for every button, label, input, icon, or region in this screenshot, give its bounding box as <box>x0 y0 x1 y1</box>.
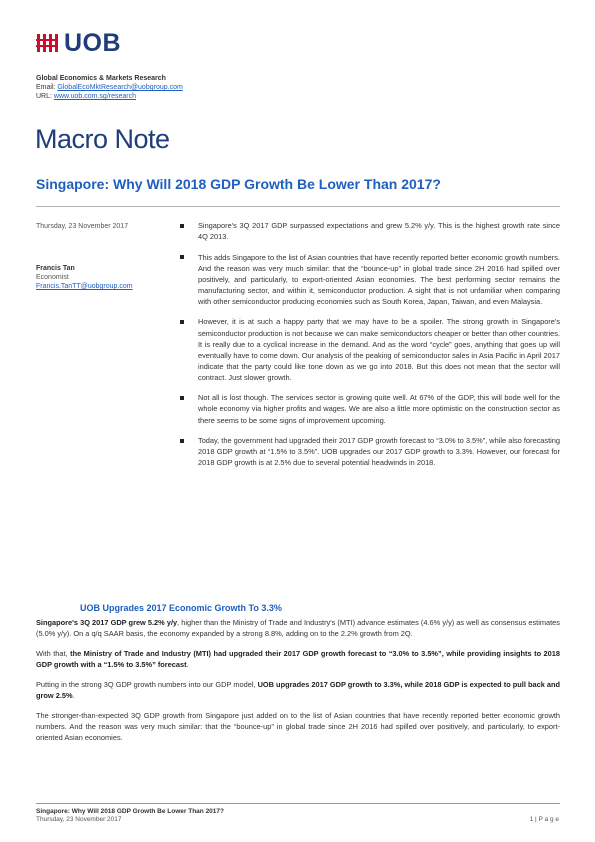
text: . <box>72 690 75 700</box>
page-number: 1 | P a g e <box>529 816 559 823</box>
author-name: Francis Tan <box>36 265 75 272</box>
text: Putting in the strong 3Q GDP growth numbers into our GDP model, <box>36 679 258 689</box>
uob-logo <box>36 30 121 56</box>
paragraph <box>36 648 560 670</box>
author-block <box>36 264 133 291</box>
url-label: URL: <box>36 93 54 100</box>
bold-text: Singapore's 3Q 2017 GDP grew 5.2% y/y <box>36 618 178 627</box>
author-role: Economist <box>36 274 69 281</box>
author-email-link[interactable]: Francis.TanTT@uobgroup.com <box>36 283 133 290</box>
list-item: This adds Singapore to the list of Asian countries that have recently reported better economic growth numbers. And the reason was very much similar: that the “bounce-up” in global trade since 2H 2016 had spilled over positively, and particularly, to export-oriented Asian economies. The best performing sector remains the manufacturing sector, and within it, semiconductor production. A sight that is not unfamiliar when comparing with other semiconductor producing economies such as South Korea, Japan, Taiwan, and even Malaysia. <box>176 252 560 307</box>
text: With that, <box>36 648 71 658</box>
list-item: Singapore's 3Q 2017 GDP surpassed expectations and grew 5.2% y/y. This is the highest growth rate since 4Q 2013. <box>176 220 560 242</box>
page-title: Macro Note <box>35 124 170 154</box>
email-link[interactable]: GlobalEcoMktResearch@uobgroup.com <box>57 84 183 91</box>
url-line <box>36 92 183 101</box>
report-date: Thursday, 23 November 2017 <box>36 223 129 230</box>
email-line <box>36 83 183 92</box>
section-heading: UOB Upgrades 2017 Economic Growth To 3.3% <box>80 603 282 613</box>
list-item: However, it is at such a happy party that we may have to be a spoiler. The strong growth in Singapore's semiconductor production is not because we can make semiconductors cheaper or better than other countries. It is really due to a cyclical increase in the demand. And as the word “cycle” goes, anything that goes up will eventually have to come down. Our analysis of the peaking of semiconductor sales in Asia Pacific in April 2017 indicate that the party could like tone down as we go into 2018. But this does not mean that the sector will contract. Just slower growth. <box>176 316 560 383</box>
body-section <box>36 603 560 752</box>
footer-title: Singapore: Why Will 2018 GDP Growth Be Lower Than 2017? <box>36 808 224 815</box>
department-name: Global Economics & Markets Research <box>36 75 166 82</box>
list-item: Not all is lost though. The services sector is growing quite well. At 67% of the GDP, this will bode well for the whole economy via higher profits and wages. We are also a little more optimistic on the construction sector as there seems to be some signs of improvement upcoming. <box>176 392 560 425</box>
email-label: Email: <box>36 84 58 91</box>
footer-date: Thursday, 23 November 2017 <box>36 816 122 823</box>
bold-text: UOB upgrades 2017 GDP growth to 3.3%, while 2018 GDP is expected to pull back and grow 2.5% <box>36 679 561 700</box>
paragraph: The stronger-than-expected 3Q GDP growth from Singapore just added on to the list of Asian countries that have recently reported better economic growth numbers. And the reason was very much similar: that the “bounce-up” in global trade since 2H 2016 had spilled over positively, and particularly, to export-oriented Asian economies. <box>36 710 560 742</box>
header-contact <box>36 74 183 101</box>
bold-text: the Ministry of Trade and Industry (MTI) had upgraded their 2017 GDP growth forecast to “3.0% to 3.5%”, while providing insights to 2018 GDP growth with a “1.5% to 3.5%” forecast <box>36 648 560 669</box>
footer-divider <box>36 803 560 804</box>
paragraph <box>36 679 560 701</box>
paragraph <box>36 617 560 639</box>
text: , higher than the Ministry of Trade and Industry's (MTI) advance estimates (4.6% y/y) as well as consensus estimates (5.0% y/y). On a q/q SAAR basis, the economy expanded by a strong 8.8%, adding on to the 2.2% growth from 2Q. <box>36 618 560 639</box>
uob-logo-mark-icon <box>36 32 58 54</box>
url-link[interactable]: www.uob.com.sg/research <box>53 93 136 100</box>
text: . <box>186 659 189 669</box>
key-points-list <box>176 220 560 478</box>
page-subtitle: Singapore: Why Will 2018 GDP Growth Be Lower Than 2017? <box>36 176 441 192</box>
list-item: Today, the government had upgraded their 2017 GDP growth forecast to “3.0% to 3.5%”, while also forecasting 2018 GDP growth at “1.5% to 3.5%”. UOB upgrades our 2017 GDP growth to 3.3%. However, our forecast for 2018 GDP growth is at 2.5% due to several potential headwinds in 2018. <box>176 435 560 468</box>
divider <box>36 206 560 207</box>
logo-text: UOB <box>64 29 122 57</box>
